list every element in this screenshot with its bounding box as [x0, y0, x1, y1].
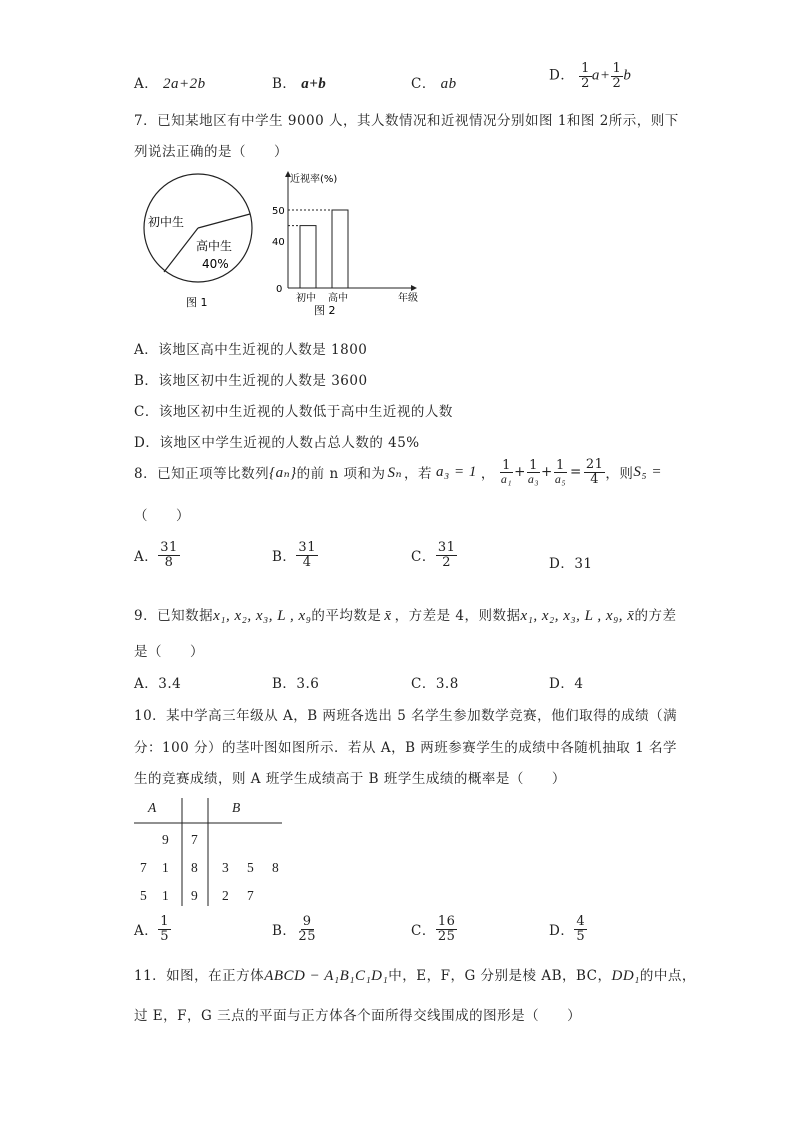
q9-stem-line2: 是（ ） — [134, 644, 204, 660]
pie-chart-figure1 — [140, 168, 260, 313]
x-label-senior: 高中 — [328, 293, 348, 304]
fraction: $\frac{1}{2}$ — [612, 61, 622, 91]
q7-stem-line1: 7．已知某地区有中学生 9000 人，其人数情况和近视情况分别如图 1和图 2所示，则下 — [134, 113, 679, 129]
math-expression: a+b — [301, 76, 327, 92]
pie-label-senior: 高中生 — [196, 239, 233, 253]
a-leaf: 5 — [140, 888, 147, 903]
figure1-caption: 图 1 — [186, 296, 208, 309]
b-leaf: 2 — [222, 888, 229, 903]
math-expression: S₅ = — [633, 463, 662, 480]
q9-option-a: A．3.4 — [134, 676, 182, 692]
q6-option-b — [272, 72, 326, 93]
q9-option-c: C．3.8 — [411, 676, 459, 692]
pie-label-junior: 初中生 — [148, 215, 185, 229]
option-label: A． — [134, 76, 159, 92]
q8-option-c: C． $\frac{31}{2}$ — [411, 540, 456, 570]
table-head-b: B — [232, 800, 241, 815]
q7-option-c: C．该地区初中生近视的人数低于高中生近视的人数 — [134, 404, 453, 420]
math-expression: ABCD − A₁B₁C₁D₁ — [264, 968, 389, 984]
q8-option-b: B． $\frac{31}{4}$ — [272, 540, 316, 570]
q10-option-c: C． $\frac{16}{25}$ — [411, 914, 456, 944]
b-leaf: 5 — [247, 860, 254, 875]
a-leaf: 1 — [162, 860, 169, 875]
math-expression: x̄ — [384, 608, 392, 624]
math-expression: Sₙ — [387, 464, 403, 481]
bar-junior — [300, 226, 316, 288]
q7-option-b: B．该地区初中生近视的人数是 3600 — [134, 373, 368, 389]
q6-option-c — [411, 72, 457, 93]
q9-stem-line1: 9．已知数据x₁, x₂, x₃, L , x₉的平均数是 x̄ ，方差是 4，则数据x₁, x₂, x₃, L , x₉, x̄的方差 — [134, 608, 677, 624]
q6-option-d: D． $\frac{1}{2}$ a+ $\frac{1}{2}$ b — [549, 61, 632, 91]
b-leaf: 7 — [247, 888, 254, 903]
a-leaf: 1 — [162, 888, 169, 903]
x-label-junior: 初中 — [296, 293, 316, 304]
pie-slice-divider-1 — [198, 214, 250, 228]
q6-option-a — [134, 72, 206, 93]
math-expression: a₃ = 1 — [436, 463, 477, 480]
table-head-a: A — [148, 800, 157, 815]
pie-label-senior-pct: 40% — [202, 257, 229, 271]
math-expression: 2a+2b — [163, 76, 206, 92]
fraction: $\frac{1}{\text{a₁}}$ — [500, 457, 513, 487]
stem: 9 — [191, 888, 198, 903]
q8-stem: 8．已知正项等比数列 {aₙ} 的前 n 项和为 Sₙ ，若 a₃ = 1 ， $\frac{1}{\text{a₁}}$ + $\frac{1}{\text{a₃}}$ + $\frac{1}{\text{a₅}}$ = $\frac{21}{4}$ ，则 S₅ = — [134, 457, 662, 487]
b-leaf: 3 — [222, 860, 229, 875]
option-label: B． — [272, 76, 297, 92]
fraction: $\frac{1}{\text{a₃}}$ — [527, 457, 540, 487]
a-leaf: 9 — [162, 832, 169, 847]
q10-option-b: B． $\frac{9}{25}$ — [272, 914, 316, 944]
q10-stem-line3: 生的竞赛成绩，则 A 班学生成绩高于 B 班学生成绩的概率是（ ） — [134, 771, 566, 787]
q8-option-a: A． $\frac{31}{8}$ — [134, 540, 178, 570]
math-expression: x₁, x₂, x₃, L , x₉ — [213, 608, 312, 624]
q11-stem-line1: 11．如图，在正方体ABCD − A₁B₁C₁D₁中，E，F，G 分别是棱 AB，BC，DD₁的中点， — [134, 968, 696, 984]
q7-stem-line2: 列说法正确的是（ ） — [134, 144, 288, 160]
bar-senior — [332, 210, 348, 288]
q11-stem-line2: 过 E，F，G 三点的平面与正方体各个面所得交线围成的图形是（ ） — [134, 1008, 582, 1024]
math-expression: {aₙ} — [269, 464, 297, 481]
tick-50: 50 — [272, 206, 285, 217]
b-leaf: 8 — [272, 860, 279, 875]
tick-40: 40 — [272, 237, 285, 248]
fraction: $\frac{1}{\text{a₅}}$ — [554, 457, 567, 487]
figure2-caption: 图 2 — [314, 304, 336, 317]
stem: 7 — [191, 832, 198, 847]
q10-stem-line2: 分：100 分）的茎叶图如图所示．若从 A，B 两班参赛学生的成绩中各随机抽取 1 名学 — [134, 740, 677, 756]
q10-option-d: D． $\frac{4}{5}$ — [549, 914, 586, 944]
pie-slice-divider-2 — [164, 228, 198, 272]
math-expression: ab — [440, 76, 457, 92]
q8-option-d: D．31 — [549, 556, 593, 572]
fraction: $\frac{1}{2}$ — [581, 61, 590, 91]
q10-stem-line1: 10．某中学高三年级从 A，B 两班各选出 5 名学生参加数学竞赛，他们取得的成绩（满 — [134, 708, 678, 724]
stem: 8 — [191, 860, 198, 875]
q9-option-d: D．4 — [549, 676, 584, 692]
q7-option-a: A．该地区高中生近视的人数是 1800 — [134, 342, 368, 358]
q7-option-d: D．该地区中学生近视的人数占总人数的 45% — [134, 435, 420, 451]
option-label: D． — [549, 67, 575, 84]
a-leaf: 7 — [140, 860, 147, 875]
bar-chart-figure2 — [268, 168, 428, 318]
fraction: $\frac{21}{4}$ — [585, 457, 604, 487]
math-expression: x₁, x₂, x₃, L , x₉, x̄ — [520, 608, 635, 624]
q9-option-b: B．3.6 — [272, 676, 320, 692]
option-label: C． — [411, 76, 436, 92]
stem-leaf-table — [134, 798, 284, 908]
q10-option-a: A． $\frac{1}{5}$ — [134, 914, 170, 944]
tick-0: 0 — [276, 284, 283, 295]
y-axis-title: 近视率(%) — [290, 174, 338, 185]
q8-paren: （ ） — [134, 508, 190, 524]
math-expression: DD₁ — [611, 968, 640, 984]
x-axis-title: 年级 — [398, 293, 418, 304]
